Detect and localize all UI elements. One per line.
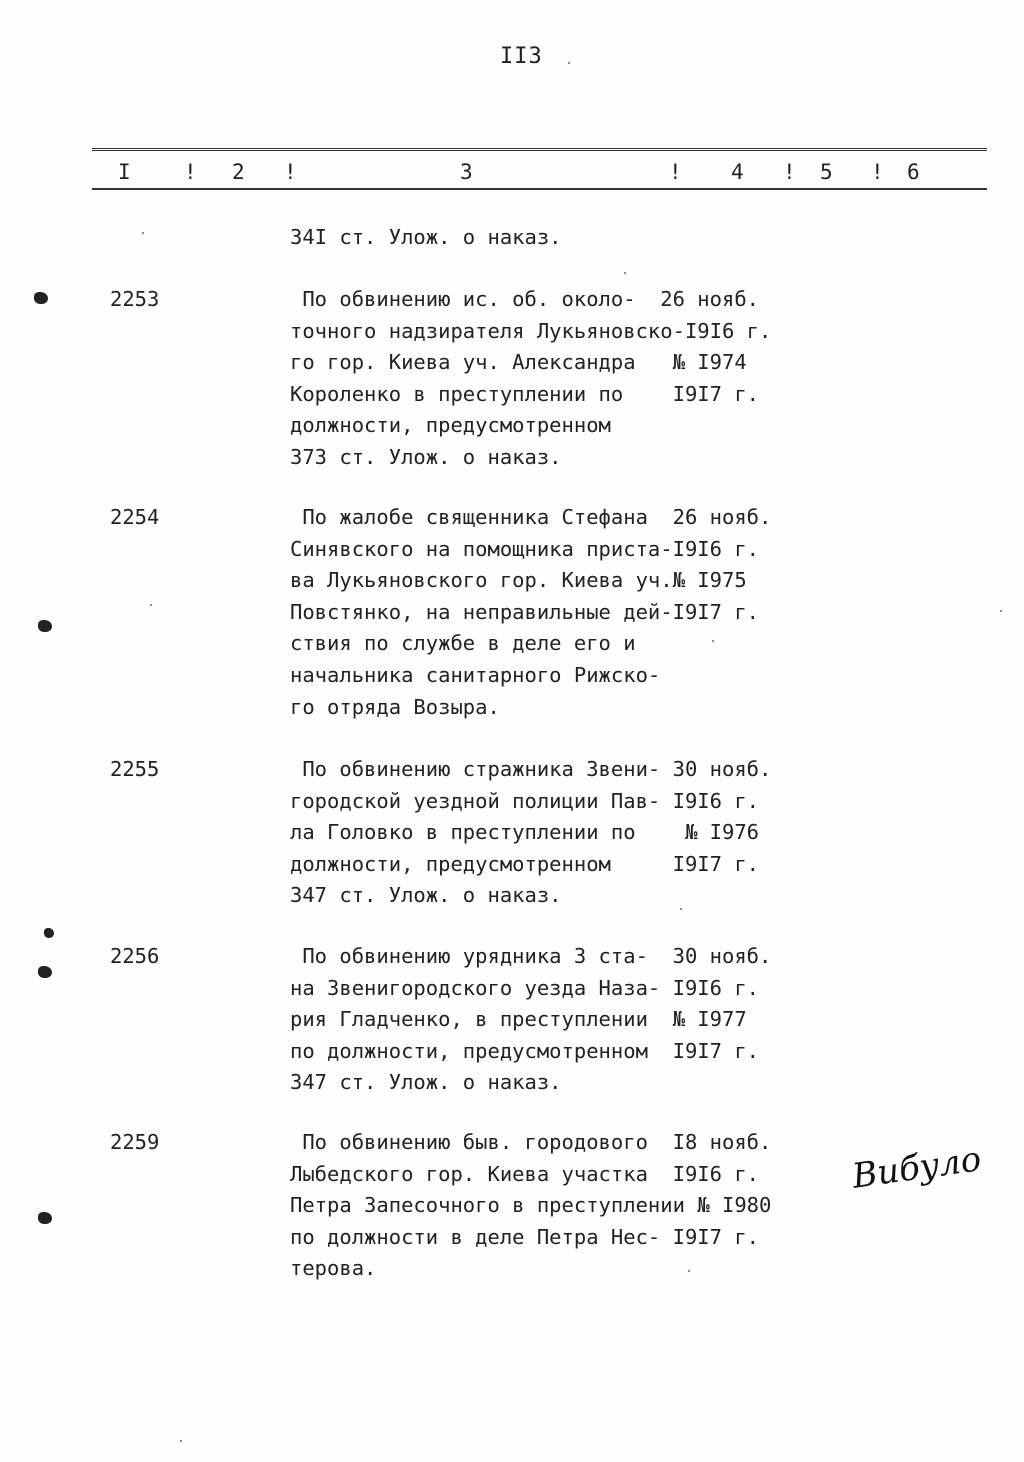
entry-line: точного надзирателя Лукьяновско-I9I6 г. [290, 318, 772, 343]
entry-line: Лыбедского гор. Киева участка I9I6 г. [290, 1161, 759, 1186]
entry-line: должности, предусмотренном I9I7 г. [290, 851, 759, 876]
scan-speck [1000, 610, 1002, 612]
entry-line: 347 ст. Улож. о наказ. [290, 1070, 562, 1095]
entry-line: Короленко в преступлении по I9I7 г. [290, 381, 759, 406]
entry-number: 2254 [110, 505, 160, 529]
entry-text [290, 754, 810, 912]
entry-line: 373 ст. Улож. о наказ. [290, 444, 562, 469]
scan-speck [712, 640, 714, 642]
header-separator: ! [783, 160, 796, 184]
entry-line: Повстянко, на неправильные дей-I9I7 г. [290, 599, 759, 624]
header-top-rule [92, 148, 987, 151]
entry-number: 2253 [110, 287, 160, 311]
carry-over-line: 34I ст. Улож. о наказ. [290, 225, 562, 249]
entry-line: Петра Запесочного в преступлении № I980 [290, 1193, 772, 1218]
header-col-4: 4 [731, 160, 744, 184]
entry-line: по должности, предусмотренном I9I7 г. [290, 1038, 759, 1063]
entry-line: го отряда Возыра. [290, 694, 500, 719]
binding-mark-icon [38, 620, 52, 632]
scan-speck [568, 62, 570, 64]
entry-line: 347 ст. Улож. о наказ. [290, 883, 562, 908]
entry-line: терова. [290, 1256, 377, 1281]
page-number: II3 [500, 44, 543, 69]
binding-mark-icon [34, 292, 48, 304]
header-col-3: 3 [460, 160, 473, 184]
binding-mark-icon [38, 1212, 52, 1224]
entry-number: 2259 [110, 1130, 160, 1154]
entry-line: По обвинению ис. об. около- 26 нояб. [290, 287, 759, 311]
scan-speck [688, 1270, 690, 1272]
entry-line: ствия по службе в деле его и [290, 631, 636, 656]
header-separator: ! [284, 160, 297, 184]
header-separator: ! [871, 160, 884, 184]
entry-text [290, 1127, 810, 1285]
handwritten-signature: Вибуло [849, 1139, 984, 1197]
entry-line: ла Головко в преступлении по № I976 [290, 820, 759, 845]
entry-text [290, 941, 810, 1099]
entry-line: начальника санитарного Рижско- [290, 662, 661, 687]
entry-line: ва Лукьяновского гор. Киева уч.№ I975 [290, 568, 747, 593]
header-col-6: 6 [907, 160, 920, 184]
entry-number: 2255 [110, 757, 160, 781]
entry-line: на Звенигородского уезда Наза- I9I6 г. [290, 975, 759, 1000]
entry-line: По жалобе священника Стефана 26 нояб. [290, 505, 772, 529]
scan-speck [142, 232, 144, 234]
scan-speck [150, 604, 152, 606]
entry-line: Синявского на помощника приста-I9I6 г. [290, 536, 759, 561]
header-col-5: 5 [820, 160, 833, 184]
header-col-2: 2 [232, 160, 245, 184]
header-separator: ! [669, 160, 682, 184]
entry-line: по должности в деле Петра Нес- I9I7 г. [290, 1224, 759, 1249]
binding-mark-icon [38, 966, 52, 978]
entry-line: По обвинению быв. городового I8 нояб. [290, 1130, 772, 1154]
entry-number: 2256 [110, 944, 160, 968]
header-separator: ! [184, 160, 197, 184]
scan-speck [180, 1440, 182, 1442]
entry-line: рия Гладченко, в преступлении № I977 [290, 1007, 747, 1032]
scan-speck [680, 908, 682, 910]
entry-line: го гор. Киева уч. Александра № I974 [290, 350, 747, 375]
header-bottom-rule [92, 188, 987, 190]
entry-text [290, 284, 810, 474]
scan-speck [624, 272, 626, 274]
entry-line: должности, предусмотренном [290, 413, 611, 438]
entry-line: городской уездной полиции Пав- I9I6 г. [290, 788, 759, 813]
binding-mark-icon [44, 928, 54, 938]
entry-text [290, 502, 810, 723]
entry-line: По обвинению стражника Звени- 30 нояб. [290, 757, 772, 781]
entry-line: По обвинению урядника 3 ста- 30 нояб. [290, 944, 772, 968]
header-col-1: I [118, 160, 131, 184]
